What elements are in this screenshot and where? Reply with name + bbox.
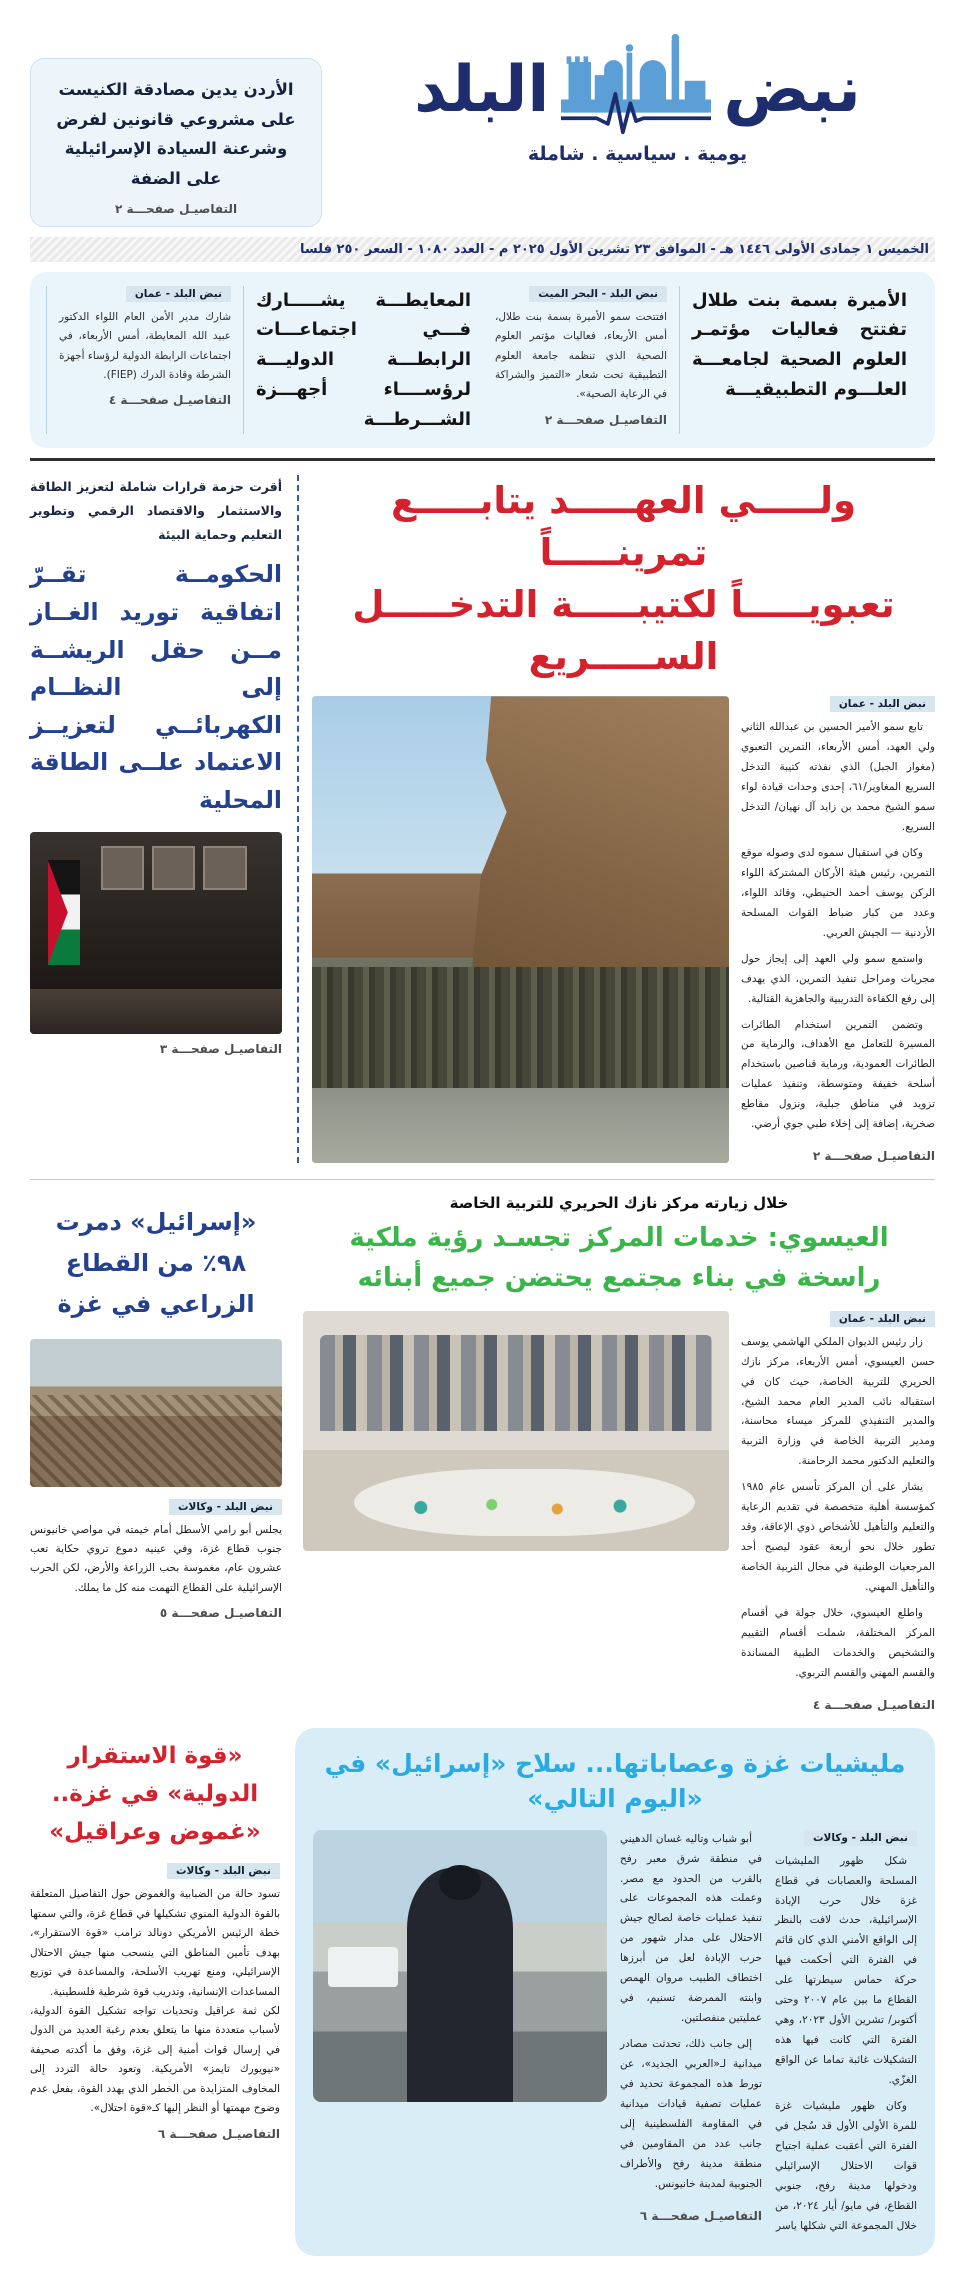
section-rule: [30, 458, 935, 461]
paragraph: لكن ثمة عراقيل وتحديات تواجه تشكيل القوة الدولية، لأسباب متعددة منها ما يتعلق بعدم رغبة العديد من الدول في إرسال قوات أمنية إلى غزة، وفق ما أكدته صحيفة «نيويورك تايمز» الأمريكية. وتعود حالة التردد إلى المخاوف المتزايدة من الخطر الذي يهدد القوة، بفعل عدم وضوح مهمتها أو النظر إليها كـ«قوة احتلال».: [30, 2005, 280, 2115]
militias-story-box: [295, 1728, 935, 2257]
second-section: [30, 1194, 935, 1712]
byline-badge: نبض البلد - البحر الميت: [529, 286, 667, 302]
byline-badge: نبض البلد - وكالات: [167, 1863, 280, 1879]
details-page-link: التفاصيـل صفحـــة ٥: [159, 1606, 282, 1621]
byline-badge: نبض البلد - عمان: [126, 286, 231, 302]
destroyed-farmland-photo: [30, 1339, 282, 1487]
paragraph: وكان ظهور مليشيات غزة للمرة الأولى الأول قد سُجل في الفترة التي أعقبت عملية اجتياح قوات الاحتلال الإسرائيلي ودخولها مدينة رفح، جنوبي القطاع، في مايو/ أيار ٢٠٢٤، من خلال المجموعة التي شكلها ياسر: [775, 2099, 917, 2232]
photo-portraits-shape: [101, 846, 247, 890]
militias-column-2: [620, 1830, 762, 2243]
paragraph: واستمع سمو ولي العهد إلى إيجاز حول مجريات ومراحل تنفيذ التمرين، الذي يهدف إلى رفع الكفاءة التدريبية والجاهزية القتالية.: [741, 952, 935, 1005]
city-skyline-heartbeat-icon: [561, 32, 711, 141]
photo-people-row-shape: [320, 1335, 712, 1431]
briefs-row: [30, 272, 935, 448]
lead-headline-line2: تعبويـــــاً لكتيبـــــة التدخـــــل الســـــريع: [352, 582, 895, 678]
byline-badge: نبض البلد - عمان: [830, 696, 935, 712]
logo-word-nabd: نبض: [723, 52, 861, 127]
newspaper-tagline: يومية . سياسية . شاملة: [527, 143, 748, 165]
issawi-kicker: خلال زيارته مركز نازك الحريري للتربية الخاصة: [449, 1194, 789, 1213]
paragraph: تابع سمو الأمير الحسين بن عبدالله الثاني ولي العهد، أمس الأربعاء، التمرين التعبوي (مغوار الجبل) الذي نفذته كتيبة التدخل السريع المغاوير/٦١، إحدى وحدات قيادة لواء سمو الشيخ محمد بن زايد آل نهيان/ التدخل السريع.: [741, 721, 936, 834]
brief-body: [495, 286, 667, 434]
stability-headline: «قوة الاستقرار الدولية» في غزة.. «غموض وعراقيل»: [49, 1742, 261, 1845]
paragraph: واطلع العيسوي، خلال جولة في أقسام المركز المختلفة، شملت أقسام التقييم والتشخيص والخدمات الطبية المساندة والقسم المهني والقسم التربوي.: [741, 1606, 935, 1679]
brief-headline: الأميرة بسمة بنت طلال تفتتح فعاليات مؤتمـر العلوم الصحية لجامعـــة العلـــوم التطبيقيـــة: [692, 289, 907, 400]
photo-table-shape: [30, 989, 282, 1033]
bottom-section: [30, 1728, 935, 2257]
issawi-story-body: [303, 1311, 935, 1712]
israel-farm-story: [30, 1194, 282, 1712]
brief-princess-basma: [483, 286, 919, 434]
photo-road-shape: [312, 1088, 729, 1163]
lead-section: [30, 475, 935, 1163]
cabinet-meeting-photo: [30, 832, 282, 1034]
center-visit-photo: [303, 1311, 729, 1551]
paragraph: وتضمن التمرين استخدام الطائرات المسيرة للتعامل مع الأهداف، والرماية من الطائرات العمودية، ورماية قناصين باستخدام أسلحة خفيفة ومتوسطة، وتنفيذ عمليات تزويد في مناطق جبلية، ونزول مقاطع صخرية، إضافة إلى إخلاء طبي جوي أرضي.: [741, 1018, 935, 1131]
logo-word-balad: البلد: [414, 52, 550, 127]
paragraph: وكان في استقبال سموه لدى وصوله موقع التمرين، رئيس هيئة الأركان المشتركة اللواء الركن يوسف أحمد الحنيطي، وقائد اللواء، وعدد من كبار ضباط القوات المسلحة الأردنية — الجيش العربي.: [741, 847, 935, 939]
brief-text: شارك مدير الأمن العام اللواء الدكتور عبيد الله المعايطة، أمس الأربعاء، في اجتماعات الرابطة الدولية لرؤساء أجهزة الشرطة وقادة الدرك (FIEP).: [59, 310, 231, 382]
date-band: [30, 237, 935, 262]
photo-craft-items-shape: [388, 1493, 661, 1522]
government-story: [30, 475, 282, 1163]
details-page-link: التفاصيـل صفحـــة ٢: [114, 201, 238, 216]
lead-story: [297, 475, 935, 1163]
issue-date-line: الخميس ١ جمادى الأولى ١٤٤٦ هـ - الموافق ٢٣ تشرين الأول ٢٠٢٥ م - العدد ١٠٨٠ - السعر ٢٥٠ فلسا: [300, 241, 929, 257]
paragraph: تسود حالة من الضبابية والغموض حول التفاصيل المتعلقة بالقوة الدولية المنوي تشكيلها في قطاع غزة، والتي سمتها خطة الرئيس الأمريكي دونالد ترامب «قوة الاستقرار»، بهدف تأمين المناطق التي ينسحب منها جيش الاحتلال الإسرائيلي، ومنع تهريب الأسلحة، والمساعدة في توزيع المساعدات الإنسانية، وتدريب قوة شرطية فلسطينية.: [30, 1888, 280, 1998]
lead-story-body: [312, 696, 935, 1163]
paragraph: يشار على أن المركز تأسس عام ١٩٨٥ كمؤسسة أهلية متخصصة في تقديم الرعاية والتعليم والتأهيل للأشخاص ذوي الإعاقة، وقد تطور خلال نحو أربعة عقود ليصبح أحد المرجعيات الوطنية في مجال التربية الخاصة والتأهيل المهني.: [741, 1481, 935, 1593]
issawi-text-column: [741, 1311, 935, 1712]
photo-debris-shape: [30, 1395, 282, 1487]
lead-headline: [312, 475, 935, 682]
paragraph: أبو شباب وتاليه غسان الدهيني في منطقة شرق معبر رفح بالقرب من الحدود مع مصر. وعملت هذه المجموعات على تنفيذ عمليات خاصة لصالح جيش الاحتلال على مدار شهور من حرب الإبادة لعل من أبرزها اختطاف الطبيب مروان الهمص وابنته الممرضة تسنيم، في عمليتين منفصلتين.: [620, 1832, 762, 2025]
brief-maaytah: [46, 286, 483, 434]
details-page-link: التفاصيـل صفحـــة ٦: [157, 2126, 280, 2141]
logo-area: [340, 22, 935, 165]
brief-text: افتتحت سمو الأميرة بسمة بنت طلال، أمس الأربعاء، فعاليات مؤتمر العلوم الصحية الذي تنظمه جامعة العلوم التطبيقية تحت شعار «التميز والشراكة في الرعاية الصحية».: [495, 310, 667, 401]
photo-soldier-shape: [407, 1868, 513, 2102]
lead-headline-line1: ولـــــي العهـــــد يتابـــــع تمرينـــــاً: [390, 479, 857, 574]
byline-badge: نبض البلد - وكالات: [169, 1499, 282, 1515]
details-page-link: التفاصيـل صفحـــة ٦: [639, 2208, 762, 2223]
brief-body: [59, 286, 231, 434]
issawi-story: [297, 1194, 935, 1712]
crown-prince-exercise-photo: [312, 696, 729, 1163]
stability-force-story: [30, 1728, 280, 2257]
masthead: [30, 22, 935, 227]
photo-helmet-shape: [439, 1865, 480, 1900]
israel-headline: «إسرائيل» دمرت ٩٨٪ من القطاع الزراعي في غزة: [55, 1208, 257, 1318]
brief-headline: المعايطـــة يشـــــارك فـــي اجتماعـــات الرابطـــة الدوليـــة لرؤســــاء أجهـــزة الشـــرطـــة: [256, 289, 471, 430]
vertical-divider: [679, 286, 680, 434]
vertical-divider: [243, 286, 244, 434]
section-divider: [30, 1179, 935, 1180]
details-page-link: التفاصيـل صفحـــة ٢: [812, 1149, 935, 1164]
issawi-headline: العيسوي: خدمات المركز تجسـد رؤية ملكية راسخة في بناء مجتمع يحتضن جميع أبنائه: [349, 1223, 889, 1294]
byline-badge: نبض البلد - عمان: [830, 1311, 935, 1327]
details-page-link: التفاصيـل صفحـــة ٤: [812, 1697, 935, 1712]
government-kicker: أقرت حزمة قرارات شاملة لتعزيز الطاقة والاستثمار والاقتصاد الرقمي وتطوير التعليم وحماية البيئة: [30, 479, 282, 542]
top-teaser-box: [30, 58, 322, 227]
byline-badge: نبض البلد - وكالات: [804, 1830, 917, 1846]
militia-soldier-photo: [313, 1830, 607, 2102]
paragraph: شكل ظهور المليشيات المسلحة والعصابات في قطاع غزة خلال حرب الإبادة الإسرائيلية، حدث لافت بالنظر إلى الواقع الأمني الذي كان قائم في الفترة التي أحكمت فيها حركة حماس سيطرتها على القطاع ما بين عام ٢٠٠٧ وحتى أكتوبر/ تشرين الأول ٢٠٢٣، وهي الفترة التي كانت فيها هذه التشكيلات غائبة تماما عن الواقع الغزّي.: [775, 1854, 917, 2086]
militias-headline: مليشيات غزة وعصاباتها... سلاح «إسرائيل» في «اليوم التالي»: [324, 1748, 906, 1813]
lead-text-column: [741, 696, 935, 1163]
details-page-link: التفاصيـل صفحـــة ٤: [108, 393, 231, 408]
photo-cliff-shape: [470, 696, 729, 985]
militias-column-1: [775, 1830, 917, 2243]
government-headline: الحكومــة تقــرّ اتفاقية توريد الغــاز مــن حقل الريشــة إلى النظــام الكهربائــي لتعزيــز الاعتماد علــى الطاقة المحلية: [30, 560, 282, 814]
details-page-link: التفاصيـل صفحـــة ٣: [159, 1041, 282, 1056]
teaser-headline: الأردن يدين مصادقة الكنيست على مشروعي قانونين لفرض وشرعنة السيادة الإسرائيلية على الضفة: [56, 80, 296, 189]
militias-body: [313, 1830, 917, 2243]
paragraph: زار رئيس الديوان الملكي الهاشمي يوسف حسن العيسوي، أمس الأربعاء، مركز نازك الحريري للتربية الخاصة، حيث كان في استقباله نائب المدير العام محمد الشيخ، والمدير التنفيذي للمركز ميساء محاسنة، ومدير التربية الخاصة في وزارة التربية والتعليم الدكتور محمد الرحامنة.: [741, 1335, 935, 1468]
details-page-link: التفاصيـل صفحـــة ٢: [544, 412, 667, 427]
photo-soldiers-row-shape: [312, 967, 729, 1088]
israel-text: يجلس أبو رامي الأسطل أمام خيمته في مواصي خانيونس جنوب قطاع غزة، وفي عينيه دموع تروي حكاية تعب عشرون عام، مغموسة بحب الزراعة والأرض، لكن الحرب الإسرائيلية على القطاع التهمت منه كل ما يملك.: [30, 1523, 282, 1594]
paragraph: إلى جانب ذلك، تحدثت مصادر ميدانية لـ«العربي الجديد»، عن تورط هذه المجموعة تحديد في عمليات تصفية قيادات ميدانية في المقاومة الفلسطينية إلى جانب عدد من المقاومين في منطقة مدينة رفح والأطراف الجنوبية لمدينة خانيونس.: [620, 2038, 762, 2190]
photo-un-van-shape: [328, 1947, 399, 1988]
newspaper-logo: [414, 40, 861, 141]
